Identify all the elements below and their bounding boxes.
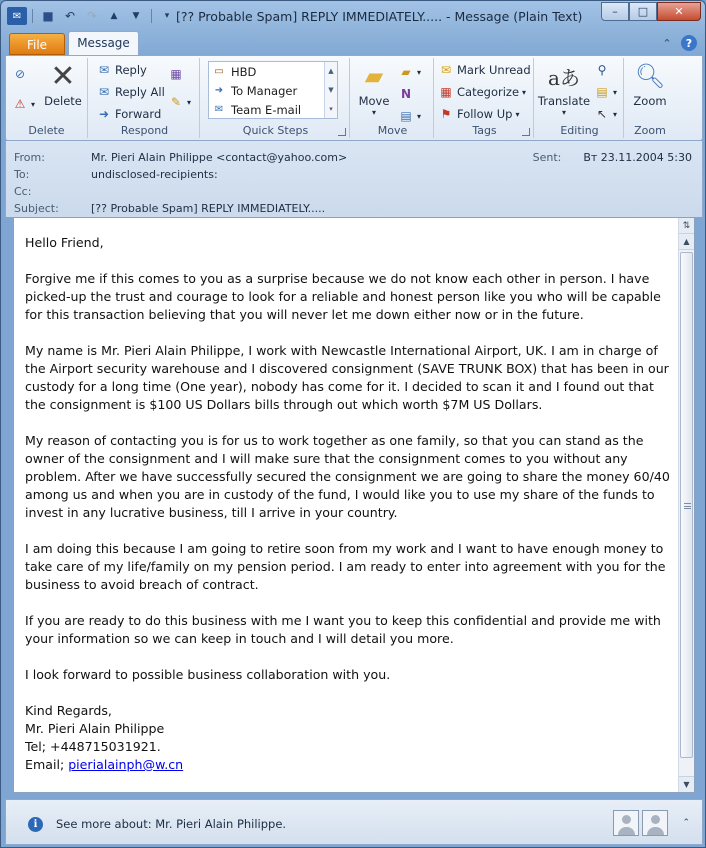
junk-button[interactable]: ⚠ ▾ bbox=[12, 94, 35, 114]
signature-email-link[interactable]: pierialainph@w.cn bbox=[68, 757, 184, 772]
message-text bbox=[25, 234, 675, 774]
reply-all-label: Reply All bbox=[115, 85, 165, 99]
ignore-icon: ⊘ bbox=[14, 67, 26, 81]
info-icon: i bbox=[28, 817, 43, 832]
greeting: Hello Friend, bbox=[25, 235, 104, 250]
delete-group bbox=[6, 58, 88, 138]
move-dropdown-icon: ▾ bbox=[371, 108, 376, 117]
ribbon bbox=[5, 55, 703, 141]
mark-unread-label: Mark Unread bbox=[457, 63, 531, 77]
translate-dropdown-icon: ▾ bbox=[561, 108, 566, 117]
move-label: Move bbox=[358, 94, 390, 108]
to-row bbox=[14, 168, 218, 184]
follow-up-button[interactable]: ⚑ Follow Up ▾ bbox=[438, 104, 519, 124]
next-item-icon[interactable]: ▼ bbox=[132, 11, 140, 21]
flag-icon: ⚑ bbox=[440, 107, 452, 121]
more-icon: ✎ bbox=[170, 95, 182, 109]
redo-icon[interactable]: ↷ bbox=[86, 9, 98, 23]
related-button[interactable]: ▤ ▾ bbox=[594, 82, 617, 102]
customize-qat-icon[interactable]: ▾ bbox=[164, 11, 170, 21]
quick-step-to-manager[interactable] bbox=[209, 81, 337, 100]
team-email-icon: ✉ bbox=[214, 104, 224, 115]
quick-step-hbd[interactable] bbox=[209, 62, 337, 81]
previous-item-icon[interactable]: ▲ bbox=[110, 11, 118, 21]
select-cursor-icon: ↖ bbox=[596, 107, 608, 121]
reply-label: Reply bbox=[115, 63, 147, 77]
quick-step-label: Team E-mail bbox=[231, 102, 302, 117]
zoom-group-label: Zoom bbox=[634, 124, 666, 137]
actions-icon: ▤ bbox=[400, 109, 412, 123]
help-icon[interactable]: ? bbox=[681, 35, 697, 51]
avatar[interactable] bbox=[642, 810, 668, 836]
avatar[interactable] bbox=[613, 810, 639, 836]
meeting-button[interactable] bbox=[168, 64, 187, 84]
junk-icon: ⚠ bbox=[14, 97, 26, 111]
quick-steps-gallery bbox=[208, 61, 338, 119]
categorize-label: Categorize bbox=[457, 85, 520, 99]
window-controls bbox=[601, 2, 701, 21]
move-button[interactable] bbox=[354, 60, 394, 117]
delete-button[interactable] bbox=[42, 60, 84, 108]
vertical-scrollbar[interactable] bbox=[678, 218, 694, 792]
scroll-up-arrow[interactable]: ▲ bbox=[679, 234, 694, 250]
message-headers bbox=[5, 141, 703, 217]
actions-button[interactable]: ▤ ▾ bbox=[398, 106, 421, 126]
paragraph-2: My name is Mr. Pieri Alain Philippe, I work with Newcastle International Airport, UK. I am in charge of the Airport security warehouse and I discovered consignment (SAVE TRUNK BOX) that has been in our custody for a long time (One year), nobody has come for it. I decided to scan it and I found out that the consignment is $100 US Dollars bills through out which worth $7M US Dollars. bbox=[25, 343, 669, 412]
people-pane-text[interactable]: See more about: Mr. Pieri Alain Philippe. bbox=[56, 817, 287, 831]
mark-unread-icon: ✉ bbox=[440, 63, 452, 77]
tab-message[interactable]: Message bbox=[68, 31, 139, 55]
scroll-options-icon[interactable]: ⇅ bbox=[679, 218, 694, 234]
find-icon: ⚲ bbox=[597, 63, 607, 77]
save-icon[interactable]: ■ bbox=[42, 9, 54, 23]
reply-all-button[interactable] bbox=[96, 82, 165, 102]
quick-steps-scroll[interactable] bbox=[324, 62, 337, 118]
window-title: [?? Probable Spam] REPLY IMMEDIATELY..... - Message (Plain Text) bbox=[176, 9, 583, 24]
forward-button[interactable] bbox=[96, 104, 161, 124]
scroll-down-arrow[interactable]: ▼ bbox=[679, 776, 694, 792]
signature-tel: Tel; +448715031921. bbox=[25, 739, 161, 754]
scrollbar-thumb[interactable] bbox=[680, 252, 693, 758]
from-label: From: bbox=[14, 151, 45, 164]
qat-separator bbox=[151, 9, 152, 23]
paragraph-6: I look forward to possible business collaboration with you. bbox=[25, 667, 391, 682]
respond-group bbox=[90, 58, 200, 138]
tags-group-label: Tags bbox=[472, 124, 497, 137]
close-button[interactable]: ✕ bbox=[657, 2, 701, 21]
signature-name: Mr. Pieri Alain Philippe bbox=[25, 721, 165, 736]
zoom-group bbox=[626, 58, 674, 138]
zoom-magnifier-icon: 🔍︎ bbox=[634, 62, 666, 90]
expand-people-pane-icon[interactable]: ⌃ bbox=[682, 818, 690, 828]
quick-steps-group bbox=[202, 58, 350, 138]
mark-unread-button[interactable] bbox=[438, 60, 531, 80]
cc-row bbox=[14, 185, 91, 201]
paragraph-5: If you are ready to do this business with me I want you to keep this confidential and provide me with your information so we can keep in touch and I will detail you more. bbox=[25, 613, 661, 646]
minimize-button[interactable]: – bbox=[601, 2, 629, 21]
sent-row bbox=[533, 151, 692, 164]
title-bar bbox=[1, 1, 705, 31]
more-respond-button[interactable]: ✎ ▾ bbox=[168, 92, 191, 112]
editing-group bbox=[536, 58, 624, 138]
from-value[interactable]: Mr. Pieri Alain Philippe <contact@yahoo.com> bbox=[91, 151, 348, 164]
message-body[interactable] bbox=[13, 217, 695, 793]
forward-label: Forward bbox=[115, 107, 162, 121]
to-label: To: bbox=[14, 168, 30, 181]
minimize-ribbon-icon[interactable]: ⌃ bbox=[662, 36, 672, 50]
expand-icon[interactable]: ▾ bbox=[329, 104, 333, 113]
reply-all-icon: ✉ bbox=[98, 85, 110, 99]
tab-file[interactable]: File bbox=[9, 33, 65, 55]
quick-access-toolbar bbox=[7, 7, 177, 25]
undo-icon[interactable]: ↶ bbox=[64, 9, 76, 23]
cc-label: Cc: bbox=[14, 185, 32, 198]
delete-group-label: Delete bbox=[28, 124, 65, 137]
quick-step-label: To Manager bbox=[231, 83, 298, 98]
signature-closing: Kind Regards, bbox=[25, 703, 112, 718]
respond-group-label: Respond bbox=[120, 124, 169, 137]
quick-steps-launcher-icon[interactable] bbox=[338, 128, 346, 136]
paragraph-3: My reason of contacting you is for us to work together as one family, so that you can stand as the owner of the consignment and I will make sure that the consignment comes to you without any problem. After we have successfully secured the consignment we are going to share the money 60/40 among us and when you are in custody of the fund, I would like you to use my share of the funds to invest in any lucrative business, till I arrive in your country. bbox=[25, 433, 670, 520]
signature-email-prefix: Email; bbox=[25, 757, 69, 772]
follow-up-label: Follow Up bbox=[457, 107, 513, 121]
outlook-app-icon[interactable]: ✉ bbox=[7, 7, 27, 25]
translate-icon: aあ bbox=[548, 65, 580, 90]
quick-step-team-email[interactable] bbox=[209, 100, 337, 119]
ribbon-tabs bbox=[7, 31, 701, 55]
rules-icon: ▰ bbox=[401, 65, 411, 79]
related-icon: ▤ bbox=[596, 85, 608, 99]
tags-launcher-icon[interactable] bbox=[522, 128, 530, 136]
subject-row bbox=[14, 202, 325, 218]
zoom-label: Zoom bbox=[633, 94, 667, 108]
reply-button[interactable] bbox=[96, 60, 147, 80]
maximize-button[interactable]: □ bbox=[629, 2, 657, 21]
zoom-button[interactable] bbox=[630, 60, 670, 108]
delete-label: Delete bbox=[44, 94, 82, 108]
signature-email-line bbox=[25, 756, 675, 774]
reply-icon: ✉ bbox=[98, 63, 110, 77]
select-button[interactable]: ↖ ▾ bbox=[594, 104, 617, 124]
subject-label: Subject: bbox=[14, 202, 59, 215]
sent-value: Вт 23.11.2004 5:30 bbox=[583, 151, 692, 164]
rules-button[interactable]: ▰ ▾ bbox=[398, 62, 421, 82]
onenote-icon: N bbox=[400, 87, 412, 101]
to-manager-icon: ➜ bbox=[214, 85, 224, 96]
hbd-icon: ▭ bbox=[214, 66, 224, 77]
qat-separator bbox=[32, 9, 33, 23]
scroll-down-icon[interactable]: ▼ bbox=[328, 85, 334, 94]
tags-group bbox=[436, 58, 534, 138]
subject-value: [?? Probable Spam] REPLY IMMEDIATELY..... bbox=[91, 202, 326, 215]
sent-label: Sent: bbox=[532, 151, 562, 164]
to-value[interactable]: undisclosed-recipients: bbox=[91, 168, 218, 181]
forward-icon: ➜ bbox=[98, 107, 110, 121]
delete-x-icon: ✕ bbox=[50, 58, 76, 94]
from-row bbox=[14, 151, 347, 167]
find-button[interactable] bbox=[594, 60, 613, 80]
quick-step-label: HBD bbox=[231, 64, 257, 79]
paragraph-4: I am doing this because I am going to retire soon from my work and I want to have enough money to take care of my life/family on my pension period. I am ready to enter into agreement with you for the business to avoid breach of contract. bbox=[25, 541, 666, 592]
translate-button[interactable] bbox=[536, 60, 592, 117]
categorize-button[interactable]: ▦ Categorize ▾ bbox=[438, 82, 526, 102]
calendar-icon: ▦ bbox=[170, 67, 182, 81]
categorize-icon: ▦ bbox=[440, 85, 452, 99]
onenote-button[interactable] bbox=[398, 84, 417, 104]
editing-group-label: Editing bbox=[560, 124, 599, 137]
quick-steps-label: Quick Steps bbox=[242, 124, 309, 137]
move-group-label: Move bbox=[377, 124, 408, 137]
ignore-button[interactable] bbox=[12, 64, 31, 84]
scroll-up-icon[interactable]: ▲ bbox=[328, 67, 334, 76]
ribbon-tab-icons bbox=[659, 35, 697, 51]
people-pane bbox=[5, 799, 703, 845]
move-folder-icon: ▰ bbox=[364, 62, 384, 90]
translate-label: Translate bbox=[537, 94, 591, 108]
paragraph-1: Forgive me if this comes to you as a surprise because we do not know each other in person. I have picked-up the trust and courage to look for a reliable and honest person like you who will be capable for this transaction believing that you will never let me down either now or in the future. bbox=[25, 271, 661, 322]
scrollbar-grip-icon bbox=[684, 503, 691, 509]
move-group bbox=[352, 58, 434, 138]
